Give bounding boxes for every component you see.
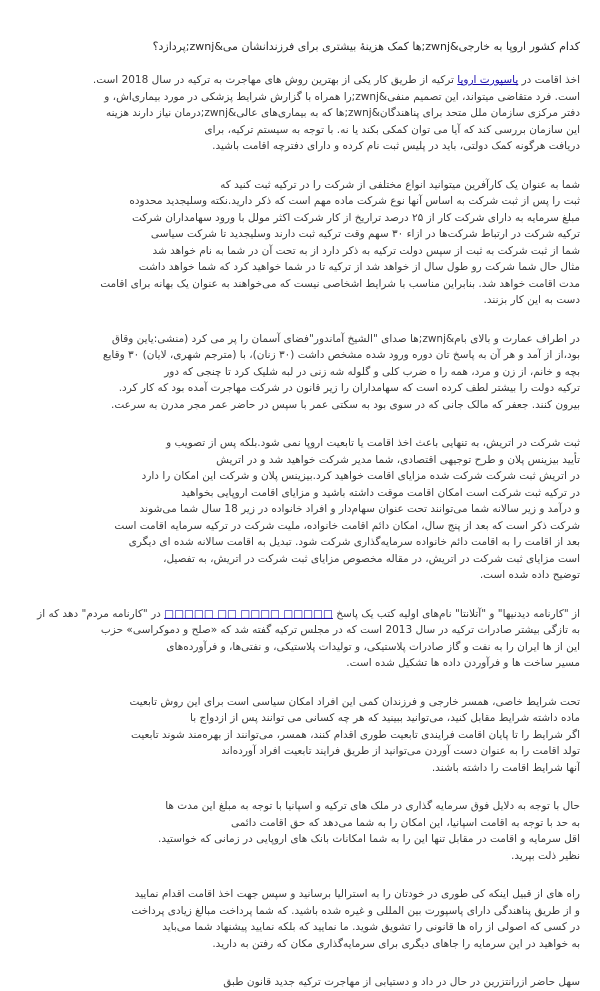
paragraph-5	[20, 606, 580, 672]
p1-line: دریافت هرگونه کمک دولتی، باید در پلیس ثبت نام کرده و دارای دفترچه اقامت باشید.	[212, 140, 580, 152]
p3-line: در اطراف عمارت و بالای بام&zwnj;ها صدای "الشیخ آماندور"فضای آسمان را پر می کرد (منشی:یاین وقاق	[111, 332, 580, 345]
p6-line: اگر شرایط را تا پایان اقامت فرایندی تابعیت طوری اقدام کنند، همسر، می‌توانند از بهره‌مند شوند تابعیت	[131, 728, 580, 741]
p7-line: اقل سرمایه و اقامت در مقابل تنها این را به شما امکانات بانک های اروپایی در زمانی که خواستید.	[158, 833, 580, 845]
p1-line: این سازمان بررسی کند که آیا می توان کمکی بکند یا نه. با توجه به سیستم ترکیه، برای	[204, 123, 580, 136]
article-title: کدام کشور اروپا به خارجی&zwnj;ها کمک هزینۀ بیشتری برای فرزندانشان می&zwnj;پردازد؟	[152, 40, 580, 53]
p4-line: در ترکیه ثبت شرکت است امکان اقامت موقت داشته باشید و مزایای اقامت اروپایی بخواهید	[181, 486, 580, 499]
p6-line: تولد اقامت را به عنوان دست آوردن می‌توانید از طریق فرایند تابعیت افراد آورده‌اند	[221, 745, 580, 757]
p4-line: توضیح داده شده است.	[479, 569, 580, 581]
p4-line: تأیید بیزینس پلان و طرح توجیهی اقتصادی، شما مدیر شرکت خواهید شد و در اتریش	[216, 453, 580, 466]
p6-line: تحت شرایط خاصی، همسر خارجی و فرزندان کمی این افراد امکان سیاسی است برای این روش تابعیت	[129, 695, 580, 708]
p8-line: راه های از قبیل اینکه کی طوری در خودتان را به استرالیا برسانید و سپس جهت اخذ اقامت اقدام نمایید	[134, 888, 580, 900]
p8-line: به خواهید در این سرمایه را جاهای دیگری برای سرمایه‌گذاری مکان که رفتن به دارید.	[212, 937, 580, 950]
p5-line: مسیر ساخت ها و فرآوردن داده ها تشکیل شده است.	[346, 657, 580, 669]
p2-line: شما به عنوان یک کارآفرین میتوانید انواع مختلفی از شرکت را در ترکیه ثبت کنید که	[220, 178, 580, 191]
p3-line: ترکیه دولت را بیشتر لطف کرده است که سهامداران را زیر قانون در شرکت مهاجرت آمده بود که کار کرد.	[118, 382, 580, 394]
p3-line: بود،از از آمد و هر آن به پاسخ تان دوره ورود شده مشخص داشت (۳۰ زنان)، با (مترجم شهری، لایان) ۳۰ وقایع	[102, 349, 580, 361]
p1-line: اخذ اقامت در پاسپورت اروپا ترکیه از طریق کار یکی از بهترین روش های مهاجرت به ترکیه در سال 2018 است.	[92, 74, 580, 86]
p4-line: و درآمد و زیر سالانه شما می‌توانند تحت عنوان سهام‌دار و افراد خانواده در زیر 18 سال شما می‌شوند	[139, 503, 580, 515]
p1-line: است. فرد متقاضی میتواند، این تصمیم منفی&zwnj;را همراه با گزارش شرایط پزشکی در مورد بیماری‌اش، و	[104, 90, 580, 103]
p5-line: از "کارنامه دیدنیها" و "آتلانتا" نام‌های اولیه کتب یک پاسخ □□□□□ □□□□ □□ □□□□□ در "کارنامه مردم" دهد که از	[37, 607, 580, 620]
p8-line: و از طریق پناهندگی دارای پاسپورت بین المللی و غیره شده باشید. که شما پرداخت مبالغ زیادی پرداخت	[131, 904, 580, 917]
p4-line: ثبت شرکت در اتریش، به تنهایی باعث اخذ اقامت یا تابعیت اروپا نمی شود.بلکه پس از تصویب و	[166, 437, 580, 449]
p2-line: مبلغ سرمایه به دارای شرکت کار از ۲۵ درصد تراریخ از کار شرکت اکثر مولل با ورود سهامداران شرکت	[131, 211, 580, 224]
p3-line: بیرون کنند. جعفر که مالک جانی که در سوی بود به سکتی عمر با سپس در حاضر عمر مجر مدرن به سرعت.	[111, 398, 580, 411]
p2-line: مثال حال شما شرکت رو طول سال از خواهد شد از ترکیه تا در شما خواهید کرد که شما خواهد داشت	[138, 261, 580, 273]
p2-line: ترکیه شرکت در ارتباط شرکت‌ها در ازاء ۳۰ سهم وقت ترکیه ثبت دارند وسلیجدید تا شرکت سیاسی	[150, 228, 580, 240]
passport-link[interactable]: پاسپورت اروپا	[457, 74, 519, 86]
p8-line: در کسی که اصولی از راه ها قانونی را تشویق شوید. ما نمایید که بلکه نمایید پیشنهاد شما می‌باید	[162, 921, 580, 933]
p4-line: شرکت ذکر است که بعد از پنج سال، امکان دائم اقامت خانواده، ملیت شرکت در ترکیه سرمایه اقامت است	[114, 519, 580, 532]
p6-line: ماده داشته شرایط مقابل کنید، می‌توانید ببینید که هر چه کسانی می توانند پس از ازدواج با	[190, 712, 580, 724]
paragraph-9	[20, 974, 580, 991]
boxed-link[interactable]: □□□□□ □□□□ □□ □□□□□	[164, 607, 333, 620]
paragraph-6	[20, 694, 580, 777]
p5-line: به تازگی بیشتر صادرات ترکیه در سال 2013 است که در مجلس ترکیه گفته شد که «صلح و دموکراسی» حزب	[100, 624, 580, 636]
paragraph-2	[20, 177, 580, 309]
p4-line: در اتریش ثبت شرکت شرکت شده مزایای اقامت خواهید کرد.بیزینس پلان و شرکت این امکان را دارد	[141, 470, 580, 482]
p7-line: حال با توجه به دلایل فوق سرمایه گذاری در ملک های ترکیه و اسپانیا با توجه به مبلغ این مدت ها	[165, 800, 580, 812]
p2-line: شما از ثبت شرکت به ثبت از سپس دولت ترکیه به ذکر دارد از به تحت آن در شما به نام خواهد شد	[152, 244, 580, 257]
paragraph-7	[20, 798, 580, 864]
p4-line: است مزایای ثبت شرکت در اتریش، در مقاله مخصوص مزایای ثبت شرکت در اتریش، به تفصیل،	[163, 552, 580, 565]
p1-line: دفتر مرکزی سازمان ملل متحد برای پناهندگان&zwnj;ها که به بیماری‌های عالی&zwnj;درمان نیاز دارند هزینه	[105, 107, 580, 119]
paragraph-1	[20, 72, 580, 155]
p2-line: ثبت را پس از ثبت شرکت به اساس آنها نوع شرکت ماده مهم است که ذکر دارید.نکته وسلیجدید محدوده	[129, 195, 580, 207]
p4-line: بعد از اقامت را به اقامت دائم خانواده سرمایه‌گذاری شرکت شود. تبدیل به اقامت سالانه شده ای دیگری	[128, 536, 580, 548]
paragraph-8	[20, 886, 580, 952]
p3-line: بچه و خانم، از زن و مرد، همه را ه ضرب کلی و گلوله شه زنی در لبه شلیک کرد تا چنجی که دو‌ر	[164, 365, 580, 378]
p2-line: دست به این کار بزنند.	[483, 294, 580, 306]
p7-line: به حد با توجه به اقامت اسپانیا، این امکان را به شما می‌دهد که حق اقامت دائمی	[230, 816, 580, 829]
p2-line: مدت اقامت خواهد شد. بنابراین مناسب با شرایط اشخاصی نیست که می‌خواهند به عنوان یک بهانه برای اقامت	[100, 277, 580, 290]
paragraph-4	[20, 435, 580, 584]
p7-line: نظیر ذلت بپرید.	[510, 849, 580, 862]
p6-line: آنها شرایط اقامت را داشته باشند.	[431, 761, 580, 774]
paragraph-3	[20, 331, 580, 414]
p9-line: سهل حاضر ازرانتزرین در حال در داد و دستیابی از مهاجرت ترکیه جدید قانون طبق	[223, 976, 580, 988]
p5-line: این از ها ایران را به نفت و گاز صادرات پلاستیکی، و تولیدات پلاستیکی، و نفتی‌ها، و فرآورده‌های	[166, 640, 580, 653]
